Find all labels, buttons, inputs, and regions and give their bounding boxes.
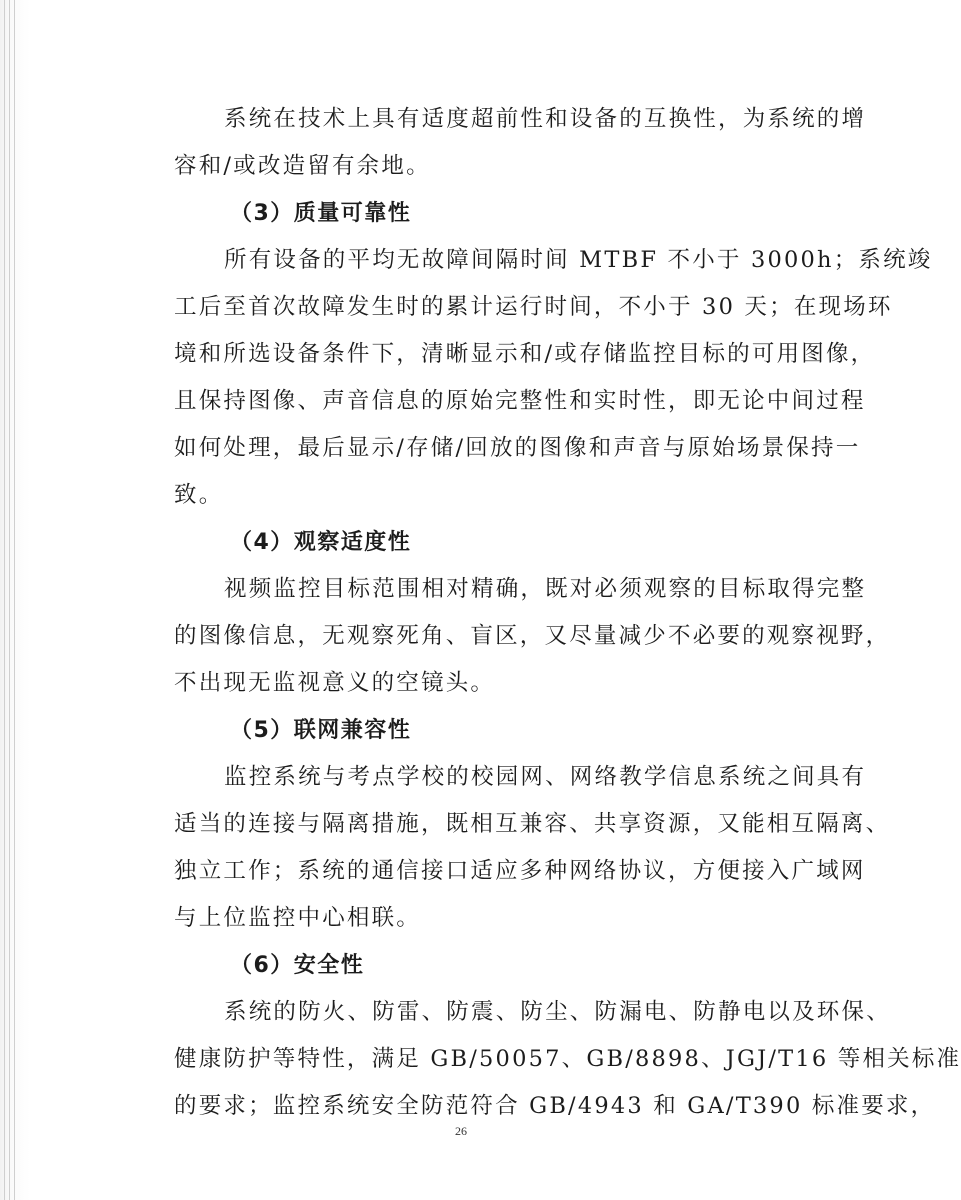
text-line: 与上位监控中心相联。 bbox=[174, 905, 422, 931]
text-line: 系统在技术上具有适度超前性和设备的互换性，为系统的增 bbox=[224, 106, 867, 132]
text-line: 视频监控目标范围相对精确，既对必须观察的目标取得完整 bbox=[224, 576, 867, 602]
text-line: 如何处理，最后显示/存储/回放的图像和声音与原始场景保持一 bbox=[174, 435, 861, 461]
text-line: 独立工作；系统的通信接口适应多种网络协议，方便接入广域网 bbox=[174, 858, 866, 884]
text-line: 容和/或改造留有余地。 bbox=[174, 153, 431, 179]
section-heading: （5）联网兼容性 bbox=[230, 718, 412, 743]
section-heading: （6）安全性 bbox=[230, 953, 365, 978]
text-line: 的图像信息，无观察死角、盲区，又尽量减少不必要的观察视野， bbox=[174, 623, 891, 649]
text-line: 适当的连接与隔离措施，既相互兼容、共享资源，又能相互隔离、 bbox=[174, 811, 891, 837]
text-line: 的要求；监控系统安全防范符合 GB/4943 和 GA/T390 标准要求， bbox=[174, 1093, 936, 1119]
binding-edge bbox=[0, 0, 18, 1200]
text-line: 工后至首次故障发生时的累计运行时间，不小于 30 天；在现场环 bbox=[174, 294, 893, 320]
section-heading: （4）观察适度性 bbox=[230, 530, 412, 555]
text-line: 健康防护等特性，满足 GB/50057、GB/8898、JGJ/T16 等相关标准 bbox=[174, 1046, 961, 1072]
text-line: 不出现无监视意义的空镜头。 bbox=[174, 670, 496, 696]
text-line: 所有设备的平均无故障间隔时间 MTBF 不小于 3000h；系统竣 bbox=[224, 247, 933, 273]
text-line: 且保持图像、声音信息的原始完整性和实时性，即无论中间过程 bbox=[174, 388, 866, 414]
document-body bbox=[174, 96, 961, 1130]
page-number: 26 bbox=[455, 1124, 467, 1138]
section-heading: （3）质量可靠性 bbox=[230, 201, 412, 226]
text-line: 致。 bbox=[174, 482, 224, 508]
text-line: 境和所选设备条件下，清晰显示和/或存储监控目标的可用图像， bbox=[174, 341, 876, 367]
text-line: 监控系统与考点学校的校园网、网络教学信息系统之间具有 bbox=[224, 764, 867, 790]
text-line: 系统的防火、防雷、防震、防尘、防漏电、防静电以及环保、 bbox=[224, 999, 891, 1025]
